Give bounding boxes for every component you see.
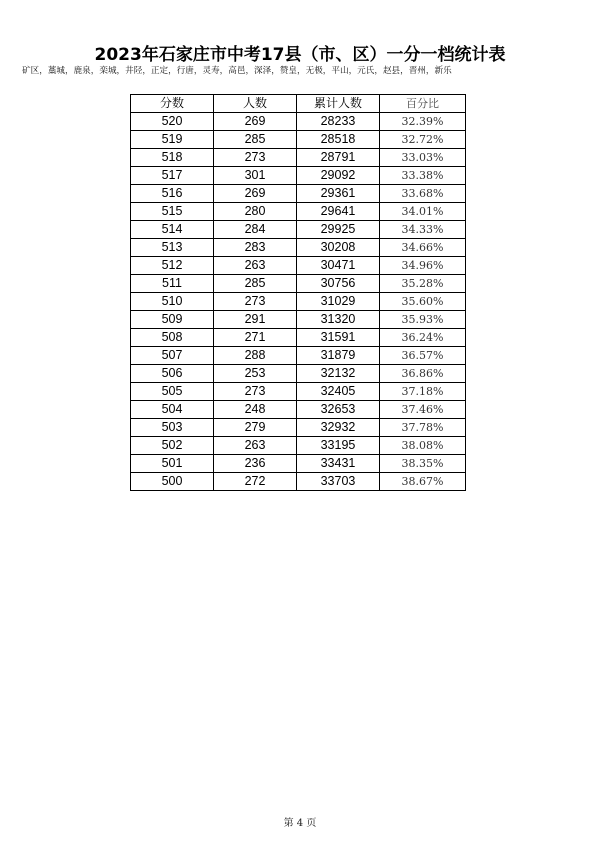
cell-score: 512 xyxy=(131,257,214,275)
header-percent: 百分比 xyxy=(380,95,466,113)
cell-cumulative: 33195 xyxy=(297,437,380,455)
table-row xyxy=(131,365,466,383)
cell-percent: 36.86% xyxy=(380,365,466,383)
cell-cumulative: 32132 xyxy=(297,365,380,383)
table-header-row xyxy=(131,95,466,113)
cell-score: 507 xyxy=(131,347,214,365)
cell-percent: 37.46% xyxy=(380,401,466,419)
cell-count: 291 xyxy=(214,311,297,329)
page-number: 第 4 页 xyxy=(283,818,317,829)
cell-score: 506 xyxy=(131,365,214,383)
table-row xyxy=(131,419,466,437)
cell-percent: 38.08% xyxy=(380,437,466,455)
cell-score: 511 xyxy=(131,275,214,293)
page-title: 2023年石家庄市中考17县（市、区）一分一档统计表 xyxy=(94,45,506,65)
cell-cumulative: 28518 xyxy=(297,131,380,149)
table-row xyxy=(131,113,466,131)
cell-cumulative: 30471 xyxy=(297,257,380,275)
cell-score: 501 xyxy=(131,455,214,473)
cell-score: 518 xyxy=(131,149,214,167)
cell-count: 285 xyxy=(214,275,297,293)
cell-percent: 36.57% xyxy=(380,347,466,365)
cell-count: 272 xyxy=(214,473,297,491)
header-score: 分数 xyxy=(131,95,214,113)
cell-percent: 36.24% xyxy=(380,329,466,347)
cell-cumulative: 32405 xyxy=(297,383,380,401)
table-row xyxy=(131,437,466,455)
table-row xyxy=(131,329,466,347)
cell-score: 504 xyxy=(131,401,214,419)
cell-cumulative: 31591 xyxy=(297,329,380,347)
cell-cumulative: 29361 xyxy=(297,185,380,203)
cell-cumulative: 33431 xyxy=(297,455,380,473)
cell-percent: 33.38% xyxy=(380,167,466,185)
cell-count: 273 xyxy=(214,293,297,311)
cell-count: 263 xyxy=(214,437,297,455)
cell-percent: 33.03% xyxy=(380,149,466,167)
table-row xyxy=(131,473,466,491)
cell-count: 248 xyxy=(214,401,297,419)
cell-cumulative: 31879 xyxy=(297,347,380,365)
cell-percent: 38.67% xyxy=(380,473,466,491)
cell-count: 284 xyxy=(214,221,297,239)
cell-score: 520 xyxy=(131,113,214,131)
cell-score: 517 xyxy=(131,167,214,185)
cell-cumulative: 33703 xyxy=(297,473,380,491)
cell-percent: 37.18% xyxy=(380,383,466,401)
cell-count: 273 xyxy=(214,149,297,167)
cell-score: 500 xyxy=(131,473,214,491)
table-row xyxy=(131,347,466,365)
cell-count: 263 xyxy=(214,257,297,275)
cell-score: 509 xyxy=(131,311,214,329)
cell-count: 269 xyxy=(214,113,297,131)
table-row xyxy=(131,383,466,401)
cell-score: 516 xyxy=(131,185,214,203)
cell-count: 271 xyxy=(214,329,297,347)
cell-count: 279 xyxy=(214,419,297,437)
cell-percent: 32.39% xyxy=(380,113,466,131)
cell-percent: 34.01% xyxy=(380,203,466,221)
cell-score: 503 xyxy=(131,419,214,437)
cell-percent: 35.60% xyxy=(380,293,466,311)
cell-score: 513 xyxy=(131,239,214,257)
county-list: 矿区，藁城，鹿泉，栾城，井陉，正定，行唐，灵寿，高邑，深泽，赞皇，无极，平山，元氏，赵县，晋州，新乐 xyxy=(22,66,452,76)
cell-percent: 37.78% xyxy=(380,419,466,437)
cell-percent: 34.33% xyxy=(380,221,466,239)
cell-cumulative: 28233 xyxy=(297,113,380,131)
score-table xyxy=(130,94,466,491)
table-row xyxy=(131,401,466,419)
cell-cumulative: 28791 xyxy=(297,149,380,167)
cell-cumulative: 30756 xyxy=(297,275,380,293)
cell-count: 283 xyxy=(214,239,297,257)
cell-percent: 33.68% xyxy=(380,185,466,203)
table-row xyxy=(131,203,466,221)
table-row xyxy=(131,239,466,257)
cell-score: 502 xyxy=(131,437,214,455)
cell-count: 236 xyxy=(214,455,297,473)
cell-percent: 35.93% xyxy=(380,311,466,329)
header-cumulative: 累计人数 xyxy=(297,95,380,113)
cell-count: 269 xyxy=(214,185,297,203)
cell-cumulative: 29092 xyxy=(297,167,380,185)
cell-cumulative: 31029 xyxy=(297,293,380,311)
cell-count: 253 xyxy=(214,365,297,383)
cell-count: 288 xyxy=(214,347,297,365)
table-row xyxy=(131,257,466,275)
table-row xyxy=(131,221,466,239)
cell-cumulative: 30208 xyxy=(297,239,380,257)
cell-percent: 38.35% xyxy=(380,455,466,473)
cell-score: 514 xyxy=(131,221,214,239)
table-row xyxy=(131,149,466,167)
table-row xyxy=(131,185,466,203)
cell-percent: 34.96% xyxy=(380,257,466,275)
table-row xyxy=(131,293,466,311)
cell-score: 519 xyxy=(131,131,214,149)
cell-score: 508 xyxy=(131,329,214,347)
cell-count: 273 xyxy=(214,383,297,401)
table-row xyxy=(131,167,466,185)
table-row xyxy=(131,455,466,473)
table-body xyxy=(131,113,466,491)
cell-cumulative: 29641 xyxy=(297,203,380,221)
cell-count: 301 xyxy=(214,167,297,185)
cell-percent: 34.66% xyxy=(380,239,466,257)
cell-count: 280 xyxy=(214,203,297,221)
cell-percent: 35.28% xyxy=(380,275,466,293)
cell-count: 285 xyxy=(214,131,297,149)
cell-score: 505 xyxy=(131,383,214,401)
table-row xyxy=(131,131,466,149)
cell-score: 510 xyxy=(131,293,214,311)
cell-cumulative: 29925 xyxy=(297,221,380,239)
cell-cumulative: 32932 xyxy=(297,419,380,437)
cell-score: 515 xyxy=(131,203,214,221)
cell-cumulative: 32653 xyxy=(297,401,380,419)
table-row xyxy=(131,311,466,329)
cell-cumulative: 31320 xyxy=(297,311,380,329)
header-count: 人数 xyxy=(214,95,297,113)
table-row xyxy=(131,275,466,293)
cell-percent: 32.72% xyxy=(380,131,466,149)
